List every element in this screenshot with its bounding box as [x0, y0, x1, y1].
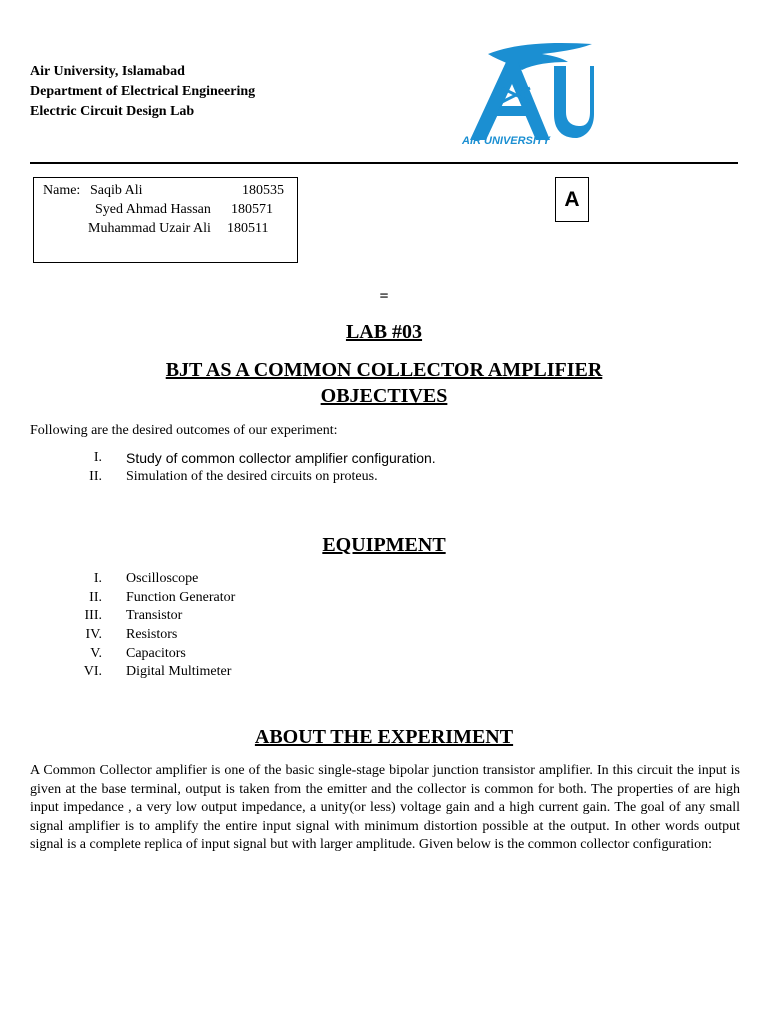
list-number: IV. [85, 627, 102, 642]
objective-item: Simulation of the desired circuits on proteus. [126, 469, 378, 484]
objectives-intro: Following are the desired outcomes of our experiment: [30, 423, 338, 438]
equipment-item: Transistor [126, 608, 183, 623]
list-number: I. [93, 450, 102, 465]
header-block [30, 62, 255, 122]
equipment-item: Capacitors [126, 646, 186, 661]
lab-name: Electric Circuit Design Lab [30, 104, 195, 119]
grade-box: A [555, 177, 589, 222]
objective-item: Study of common collector amplifier configuration. [126, 450, 436, 466]
department-name: Department of Electrical Engineering [30, 84, 256, 99]
student-3-name: Muhammad Uzair Ali [88, 221, 211, 236]
equipment-item: Function Generator [126, 590, 236, 605]
about-paragraph: A Common Collector amplifier is one of the basic single-stage bipolar junction transistor amplifier. In this circuit the input is given at the base terminal, output is taken from the emitter and the collector is common for both. The properties of are high input impedance , a very low output impedance, a unity(or less) voltage gain and a high current gain. The goal of any small signal amplifier is to amplify the entire input signal with minimum distortion possible at the output. In other words output signal is a complete replica of input signal but with larger amplitude. Given below is the common collector configuration: [30, 763, 740, 853]
list-number: V. [90, 646, 102, 661]
name-label: Name: [43, 183, 81, 198]
objectives-heading: OBJECTIVES [320, 385, 448, 407]
equipment-heading: EQUIPMENT [322, 534, 446, 556]
lab-title-heading: BJT AS A COMMON COLLECTOR AMPLIFIER [165, 359, 603, 381]
list-number: II. [89, 469, 102, 484]
list-number: I. [93, 571, 102, 586]
university-name: Air University, Islamabad [30, 64, 185, 79]
equipment-item: Oscilloscope [126, 571, 199, 586]
student-2-name: Syed Ahmad Hassan [95, 202, 211, 217]
about-heading: ABOUT THE EXPERIMENT [254, 726, 514, 748]
student-2-id: 180571 [231, 202, 273, 217]
student-1-name: Saqib Ali [90, 183, 143, 198]
student-1-id: 180535 [242, 183, 284, 198]
logo-text: AIR UNIVERSITY [462, 135, 551, 147]
lab-number-heading: LAB #03 [345, 321, 423, 343]
header-divider [30, 162, 738, 164]
equipment-item: Resistors [126, 627, 178, 642]
equipment-item: Digital Multimeter [126, 664, 232, 679]
student-name-box [33, 177, 298, 263]
student-3-id: 180511 [227, 221, 269, 236]
list-number: III. [84, 608, 102, 623]
stray-mark: = [379, 288, 389, 305]
air-university-logo [458, 40, 594, 150]
list-number: II. [89, 590, 102, 605]
list-number: VI. [83, 664, 102, 679]
